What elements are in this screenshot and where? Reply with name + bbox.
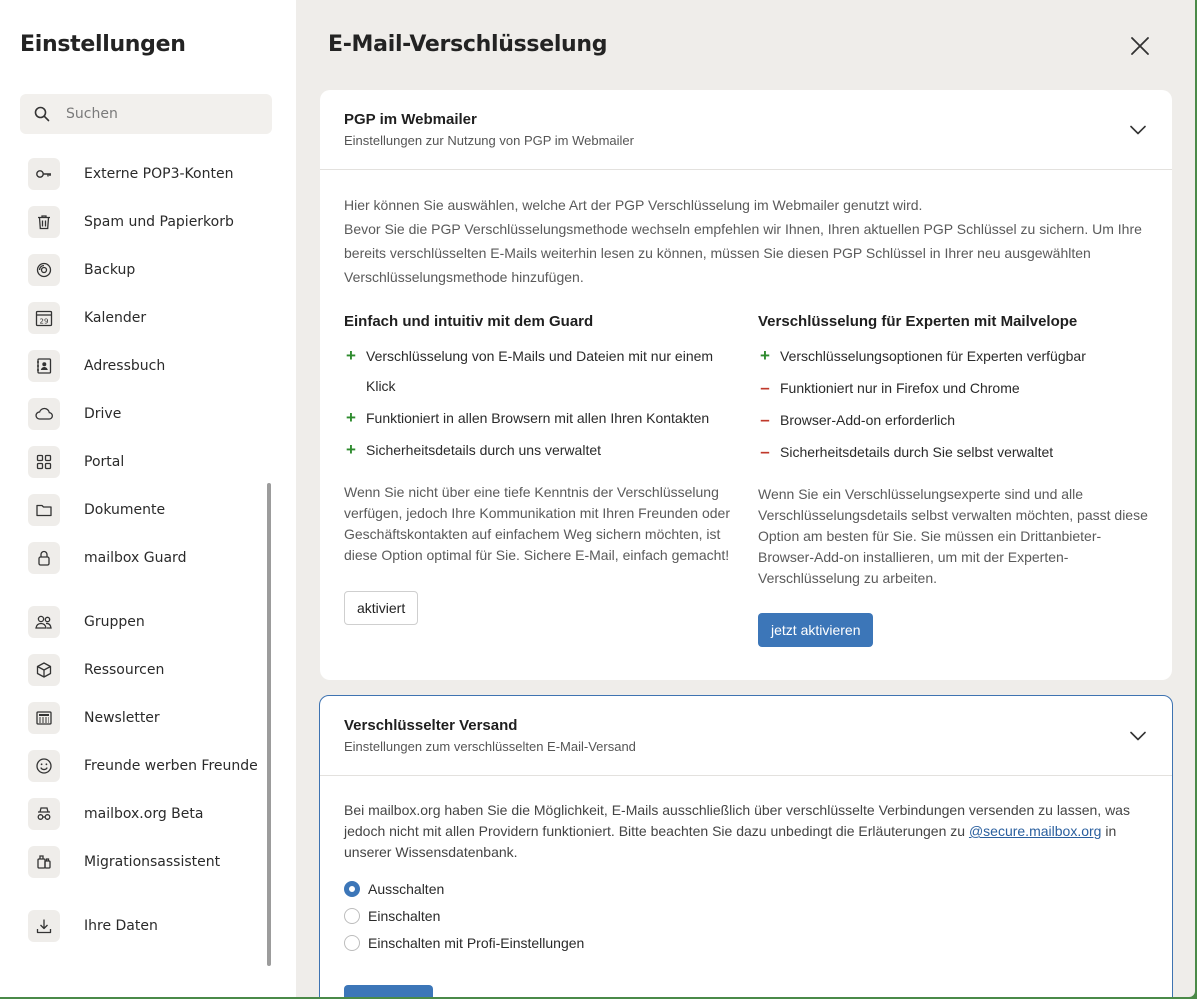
sidebar-item-spam[interactable]	[28, 206, 264, 238]
radio-button[interactable]	[344, 881, 360, 897]
versand-section-header[interactable]	[344, 717, 636, 754]
minus-icon: –	[760, 410, 770, 429]
sidebar-item-beta[interactable]	[28, 798, 264, 830]
list-item: – Sicherheitsdetails durch Sie selbst verwaltet	[758, 437, 1150, 467]
guard-description: Wenn Sie nicht über eine tiefe Kenntnis der Verschlüsselung verfügen, jedoch Ihre Kommunikation mit Ihren Freunden oder Geschäftskontakten auf einfachem Weg sichern möchten, ist diese Option optimal für Sie. Sichere E-Mail, einfach gemacht!	[344, 484, 730, 563]
contacts-icon	[28, 350, 60, 382]
sidebar-item-label: Migrationsassistent	[84, 854, 221, 870]
sidebar-item-ressourcen[interactable]	[28, 654, 264, 686]
key-icon	[28, 158, 60, 190]
sidebar-item-portal[interactable]	[28, 446, 264, 478]
plus-icon: +	[346, 440, 356, 459]
sidebar-item-adressbuch[interactable]	[28, 350, 264, 382]
luggage-icon	[28, 846, 60, 878]
sidebar-item-dokumente[interactable]	[28, 494, 264, 526]
pgp-intro-line-2: Bevor Sie die PGP Verschlüsselungsmethode wechseln empfehlen wir Ihnen, Ihren aktuellen PGP Schlüssel zu sichern. Um Ihre bereits verschlüsselten E-Mails weiterhin lesen zu können, müssen Sie diesen PGP Schlüssel in Ihrer neu ausgewählten Verschlüsselungsmethode hinzufügen.	[344, 221, 1142, 285]
search-icon	[34, 106, 50, 122]
save-button[interactable]	[344, 985, 433, 997]
versand-description: Bei mailbox.org haben Sie die Möglichkeit, E-Mails ausschließlich über verschlüsselte Verbindungen versenden zu lassen, was jedoch nicht mit allen Providern funktioniert. Bitte beachten Sie dazu unbedingt die Erläuterungen zu @secure.mailbox.org in unserer Wissensdatenbank.	[344, 802, 1130, 860]
sidebar-item-label: Drive	[84, 406, 122, 422]
sidebar-item-label: Ressourcen	[84, 662, 165, 678]
svg-text:29: 29	[39, 317, 49, 326]
pgp-section	[320, 90, 1172, 680]
lock-icon	[28, 542, 60, 574]
list-item: – Funktioniert nur in Firefox und Chrome	[758, 373, 1150, 403]
list-item: + Sicherheitsdetails durch uns verwaltet	[344, 435, 734, 465]
sidebar-item-label: Spam und Papierkorb	[84, 214, 234, 230]
sidebar-item-label: Dokumente	[84, 502, 166, 518]
section-title: PGP im Webmailer	[344, 111, 477, 128]
sidebar-item-label: mailbox.org Beta	[84, 806, 204, 822]
calendar-icon	[28, 302, 60, 334]
list-item: + Funktioniert in allen Browsern mit allen Ihren Kontakten	[344, 403, 734, 433]
search-box[interactable]	[20, 94, 272, 134]
sidebar-item-freunde[interactable]	[28, 750, 264, 782]
sidebar-item-label: Adressbuch	[84, 358, 166, 374]
mailvelope-description: Wenn Sie ein Verschlüsselungsexperte sind und alle Verschlüsselungsdetails selbst verwalten möchten, passt diese Option am besten für Sie. Sie müssen ein Drittanbieter-Browser-Add-on installieren, um mit der Experten-Verschlüsselung zu arbeiten.	[758, 486, 1148, 586]
section-title: Verschlüsselter Versand	[344, 717, 518, 734]
newspaper-icon	[28, 702, 60, 734]
sidebar-item-label: mailbox Guard	[84, 550, 187, 566]
sidebar-item-pop3[interactable]	[28, 158, 264, 190]
guard-title: Einfach und intuitiv mit dem Guard	[344, 313, 594, 330]
mailvelope-list	[758, 341, 1150, 469]
sidebar-item-label: Newsletter	[84, 710, 160, 726]
sidebar-item-migration[interactable]	[28, 846, 264, 878]
plus-icon: +	[346, 408, 356, 427]
sidebar-item-gruppen[interactable]	[28, 606, 264, 638]
sidebar-title: Einstellungen	[20, 32, 186, 57]
sidebar	[0, 0, 296, 997]
grid-icon	[28, 446, 60, 478]
close-icon	[1127, 33, 1153, 59]
chevron-down-icon[interactable]	[1128, 120, 1148, 140]
minus-icon: –	[760, 442, 770, 461]
minus-icon: –	[760, 378, 770, 397]
mailvelope-title: Verschlüsselung für Experten mit Mailvelope	[758, 313, 1078, 330]
radio-ausschalten[interactable]: Ausschalten	[344, 881, 444, 897]
folder-icon	[28, 494, 60, 526]
list-item: + Verschlüsselung von E-Mails und Dateien mit nur einem Klick	[344, 341, 734, 401]
sidebar-item-label: Gruppen	[84, 614, 145, 630]
list-item: + Verschlüsselungsoptionen für Experten verfügbar	[758, 341, 1150, 371]
sidebar-item-label: Freunde werben Freunde	[84, 758, 258, 774]
sidebar-item-drive[interactable]	[28, 398, 264, 430]
pgp-intro	[344, 193, 1150, 289]
radio-einschalten[interactable]: Einschalten	[344, 908, 440, 924]
users-icon	[28, 606, 60, 638]
spy-icon	[28, 798, 60, 830]
sidebar-scrollbar[interactable]	[267, 483, 271, 966]
divider	[320, 169, 1172, 170]
sidebar-item-ihre-daten[interactable]	[28, 910, 264, 942]
versand-section	[319, 695, 1173, 997]
cube-icon	[28, 654, 60, 686]
sidebar-item-guard[interactable]	[28, 542, 264, 574]
smiley-icon	[28, 750, 60, 782]
sidebar-item-kalender[interactable]	[28, 302, 264, 334]
download-icon	[28, 910, 60, 942]
close-button[interactable]	[1127, 33, 1153, 59]
backup-icon	[28, 254, 60, 286]
search-input[interactable]	[66, 94, 262, 134]
mailvelope-activate-button[interactable]: jetzt aktivieren	[758, 613, 873, 647]
sidebar-item-backup[interactable]	[28, 254, 264, 286]
guard-list	[344, 341, 734, 467]
trash-icon	[28, 206, 60, 238]
sidebar-item-label: Ihre Daten	[84, 918, 158, 934]
sidebar-item-newsletter[interactable]	[28, 702, 264, 734]
divider	[320, 775, 1172, 776]
secure-mailbox-link[interactable]: @secure.mailbox.org	[968, 823, 1102, 839]
sidebar-item-label: Kalender	[84, 310, 147, 326]
guard-activated-button[interactable]: aktiviert	[344, 591, 418, 625]
chevron-down-icon[interactable]	[1128, 726, 1148, 746]
sidebar-item-label: Externe POP3-Konten	[84, 166, 234, 182]
list-item: – Browser-Add-on erforderlich	[758, 405, 1150, 435]
pgp-section-header[interactable]	[344, 111, 634, 148]
radio-button[interactable]	[344, 908, 360, 924]
cloud-icon	[28, 398, 60, 430]
sidebar-item-label: Portal	[84, 454, 125, 470]
radio-einschalten-profi[interactable]: Einschalten mit Profi-Einstellungen	[344, 935, 584, 951]
section-subtitle: Einstellungen zur Nutzung von PGP im Webmailer	[344, 133, 634, 148]
plus-icon: +	[346, 346, 356, 365]
section-subtitle: Einstellungen zum verschlüsselten E-Mail-Versand	[344, 739, 636, 754]
sidebar-item-label: Backup	[84, 262, 136, 278]
pgp-intro-line-1: Hier können Sie auswählen, welche Art der PGP Verschlüsselung im Webmailer genutzt wird.	[344, 197, 923, 213]
page-title: E-Mail-Verschlüsselung	[328, 32, 608, 57]
plus-icon: +	[760, 346, 770, 365]
radio-button[interactable]	[344, 935, 360, 951]
